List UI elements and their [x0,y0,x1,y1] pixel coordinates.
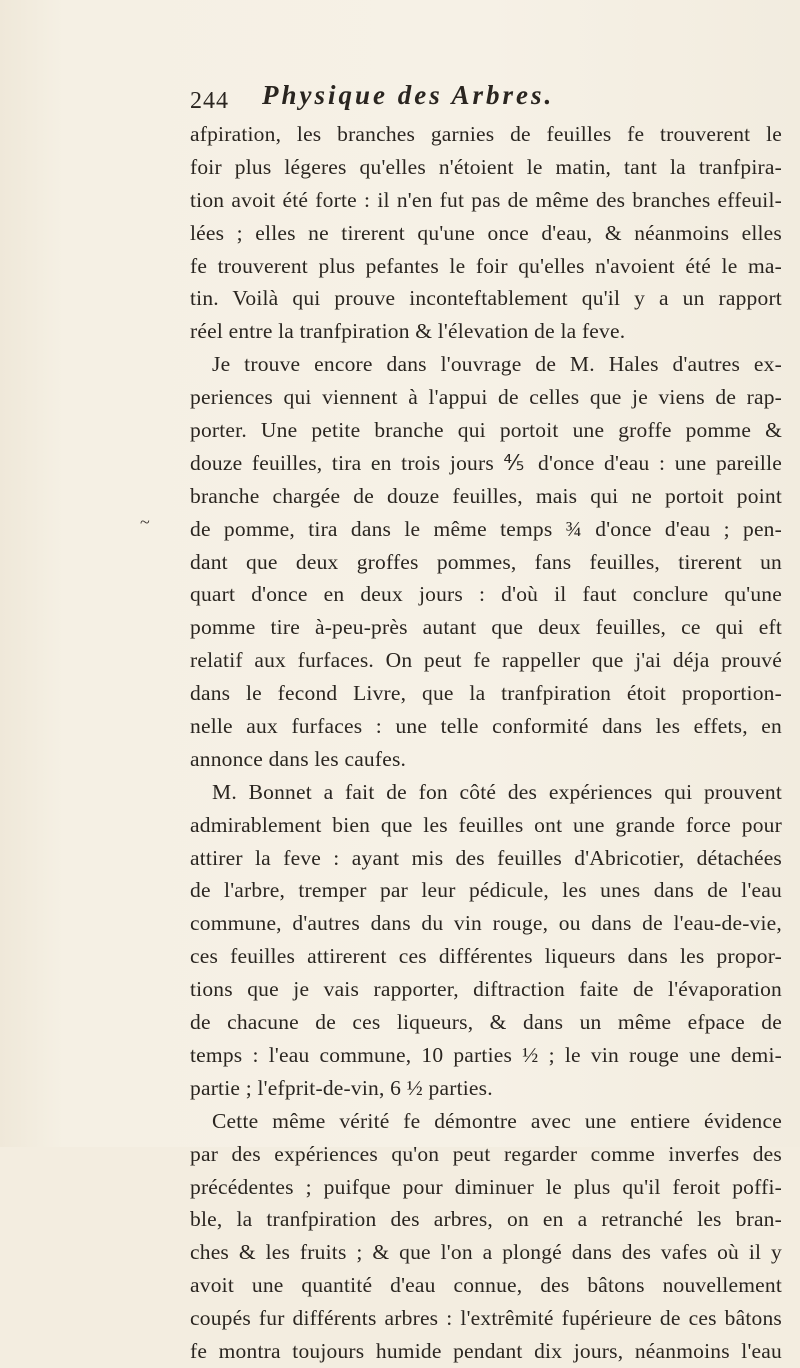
margin-mark: ~ [140,512,150,532]
text-line: tion avoit été forte : il n'en fut pas de même des branches effeuil- [190,187,782,212]
text-line: tions que je vais rapporter, diftraction faite de l'évaporation [190,977,782,1002]
text-line: ches & les fruits ; & que l'on a plongé dans des vafes où il y [190,1240,782,1265]
text-line: dant que deux groffes pommes, fans feuilles, tirerent un [190,549,782,574]
text-line: nelle aux furfaces : une telle conformité dans les effets, en [190,714,782,739]
text-line: fe montra toujours humide pendant dix jours, néanmoins l'eau [190,1338,782,1363]
text-line: annonce dans les caufes. [190,746,407,771]
text-line: relatif aux furfaces. On peut fe rappeller que j'ai déja prouvé [190,648,782,673]
text-line: lées ; elles ne tirerent qu'une once d'eau, & néanmoins elles [190,220,782,245]
text-line: attirer la feve : ayant mis des feuilles d'Abricotier, détachées [190,845,782,870]
running-title: Physique des Arbres. [262,80,555,110]
page-number: 244 [190,88,229,114]
text-line: fe trouverent plus pefantes le foir qu'elles n'avoient été le ma- [190,253,782,278]
text-line: foir plus légeres qu'elles n'étoient le matin, tant la tranfpira- [190,154,782,179]
text-line: ble, la tranfpiration des arbres, on en a retranché les bran- [190,1207,782,1232]
text-line: ces feuilles attirerent ces différentes liqueurs dans les propor- [190,944,782,969]
text-line: tin. Voilà qui prouve inconteftablement qu'il y a un rapport [190,286,782,311]
text-line: afpiration, les branches garnies de feuilles fe trouverent le [190,122,782,146]
text-line: coupés fur différents arbres : l'extrêmité fupérieure de ces bâtons [190,1306,782,1331]
text-line: quart d'once en deux jours : d'où il faut conclure qu'une [190,582,782,607]
text-line: Cette même vérité fe démontre avec une entiere évidence [212,1108,782,1133]
text-line: Je trouve encore dans l'ouvrage de M. Hales d'autres ex- [212,352,782,377]
text-line: pomme tire à-peu-près autant que deux feuilles, ce qui eft [190,615,782,640]
text-line: admirablement bien que les feuilles ont une grande force pour [190,812,782,837]
page-header [190,78,780,118]
text-line: M. Bonnet a fait de fon côté des expériences qui prouvent [212,779,782,804]
text-line: porter. Une petite branche qui portoit une groffe pomme & [190,418,782,443]
text-line: avoit une quantité d'eau connue, des bâtons nouvellement [190,1273,782,1298]
text-line: de chacune de ces liqueurs, & dans un même efpace de [190,1010,782,1035]
text-line: dans le fecond Livre, que la tranfpiration étoit proportion- [190,681,782,706]
text-line: commune, d'autres dans du vin rouge, ou dans de l'eau-de-vie, [190,911,782,936]
text-line: précédentes ; puifque pour diminuer le plus qu'il feroit poffi- [190,1174,782,1199]
text-line: douze feuilles, tira en trois jours ⅘ d'once d'eau : une pareille [190,450,782,475]
text-line: par des expériences qu'on peut regarder comme inverfes des [190,1141,782,1166]
text-line: partie ; l'efprit-de-vin, 6 ½ parties. [190,1075,493,1100]
body-text [190,118,782,1368]
text-line: réel entre la tranfpiration & l'élevation de la feve. [190,319,626,344]
text-line: de l'arbre, tremper par leur pédicule, les unes dans de l'eau [190,878,782,903]
text-line: de pomme, tira dans le même temps ¾ d'once d'eau ; pen- [190,516,782,541]
text-line: branche chargée de douze feuilles, mais qui ne portoit point [190,483,782,508]
text-line: temps : l'eau commune, 10 parties ½ ; le vin rouge une demi- [190,1042,782,1067]
text-line: periences qui viennent à l'appui de celles que je viens de rap- [190,385,782,410]
